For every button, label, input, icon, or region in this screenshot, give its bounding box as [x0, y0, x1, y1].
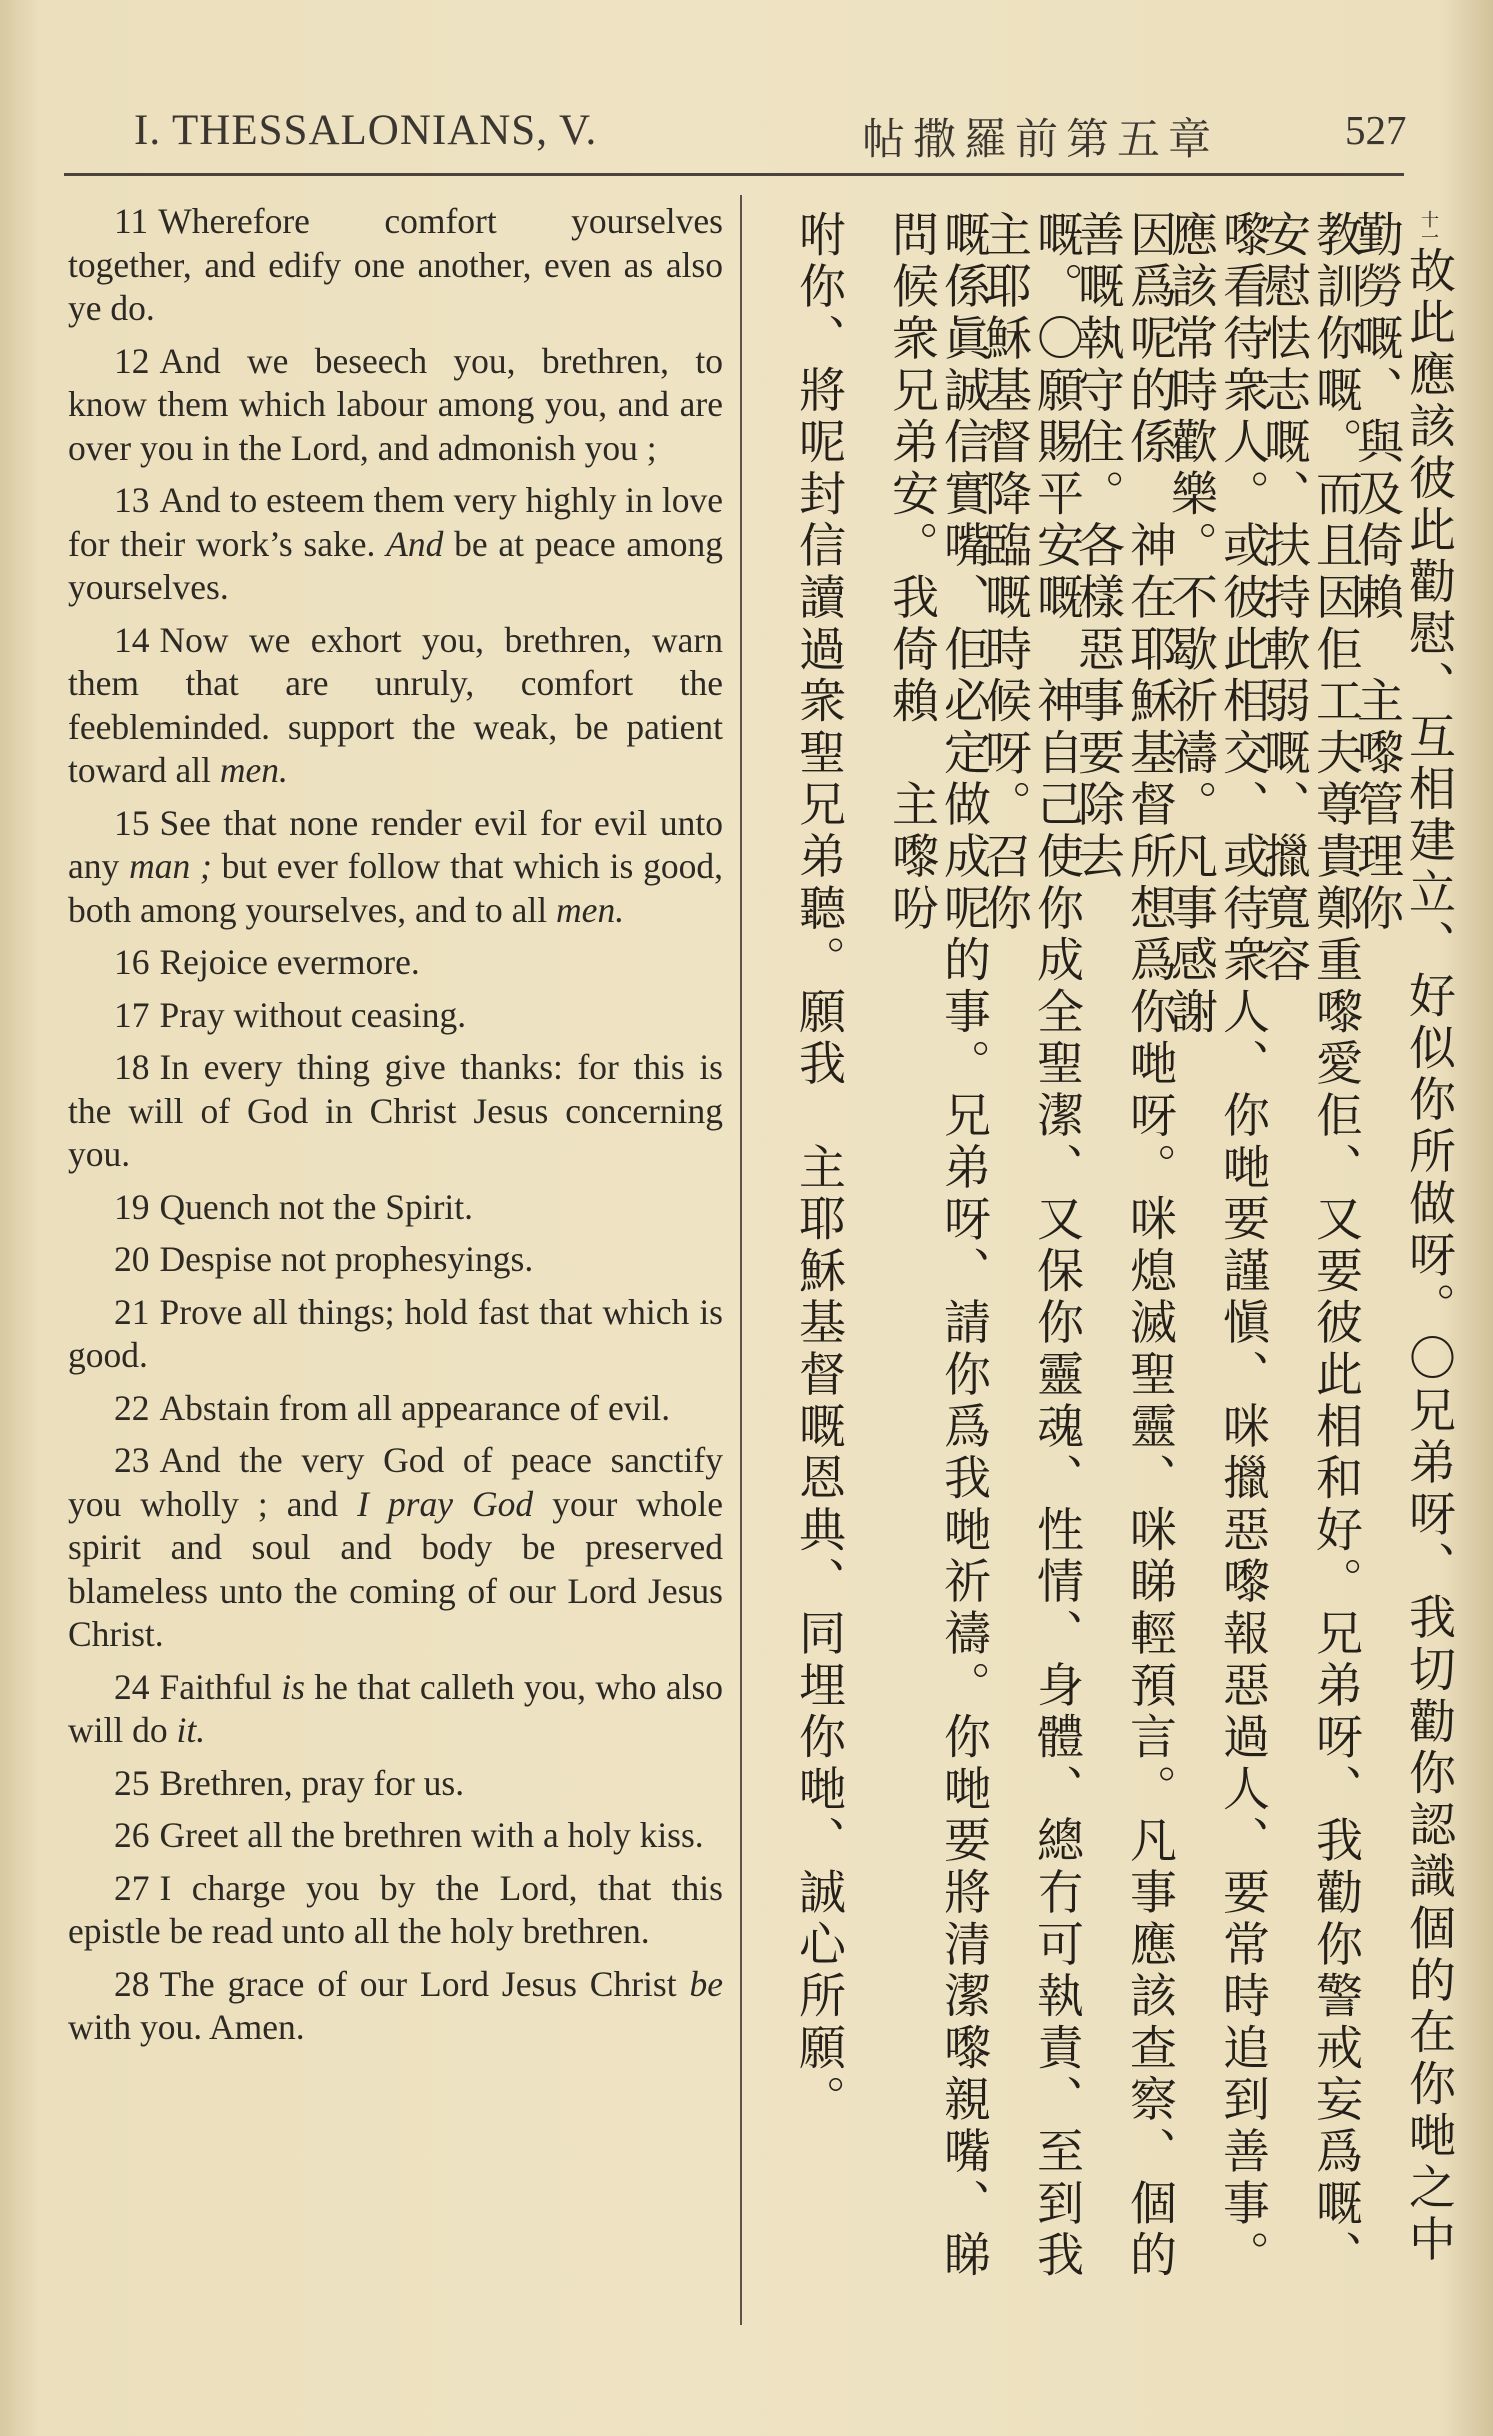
chinese-columns: [770, 210, 1456, 2334]
chinese-column-4: 因爲呢的係 神在耶穌基督所想爲你哋呀。咪熄滅聖靈、咪睇輕預言。凡事應該查察、個的善嘅執守住。各樣惡事要除去: [1070, 210, 1177, 2282]
chinese-column-3: 嚟看待衆人。或彼此相交、或待衆人、你哋要謹愼、咪擸惡嚟報惡過人、要常時追到善事。應該常時歡樂。不歇祈禱。凡事感謝: [1163, 210, 1270, 2282]
verse-18: 18 In every thing give thanks: for this is the will of God in Christ Jesus concerning you.: [68, 1047, 723, 1174]
verse-20: 20 Despise not prophesyings.: [114, 1239, 534, 1279]
verse-17: 17 Pray without ceasing.: [114, 994, 467, 1035]
chinese-column-6: 嘅係眞誠信實嘴、佢必定做成呢的事。兄弟呀、請你爲我哋祈禱。你哋要將清潔嚟親嘴、睇問候衆兄弟安。我倚賴 主嚟吩: [884, 210, 991, 2282]
verse-28: 28 The grace of our Lord Jesus Christ be with you. Amen.: [68, 1963, 723, 2047]
page-number: 527: [1345, 107, 1407, 153]
verse-25: 25 Brethren, pray for us.: [114, 1762, 465, 1803]
verse-11: 11 Wherefore comfort yourselves together, and edify one another, even as also ye do.: [68, 201, 723, 328]
verse-14: 14 Now we exhort you, brethren, warn them that are unruly, comfort the feebleminded. support the weak, be patient toward all men.: [68, 619, 723, 790]
page-header: [70, 98, 1410, 165]
running-head-english: I. THESSALONIANS, V.: [134, 107, 598, 154]
chinese-column-5: 嘅。〇願賜平安嘅 神自己使你成全聖潔、又保你靈魂、性情、身體、總冇可執責、至到我 主耶穌基督降臨嘅時候呀。召你: [977, 210, 1084, 2334]
running-head-chinese: 帖撒羅前第五章: [862, 115, 1219, 165]
verse-26: 26 Greet all the brethren with a holy kiss.: [114, 1815, 704, 1855]
column-divider: [740, 195, 742, 2325]
english-column: [68, 200, 723, 2059]
verse-23: 23 And the very God of peace sanctify you wholly ; and I pray God your whole spirit and soul and body be preserved blameless unto the coming of our Lord Jesus Christ.: [68, 1440, 724, 1654]
verse-21: 21 Prove all things; hold fast that which is good.: [68, 1291, 723, 1375]
chinese-column-1: $^{十一}$故此應該彼此勸慰、互相建立、好似你所做呀。〇兄弟呀、我切勸你認識個的在你哋之中勤勞嘅、與及倚賴 主嚟管理你: [1349, 210, 1456, 2267]
header-rule: [64, 173, 1404, 176]
verse-15: 15 See that none render evil for evil unto any man ; but ever follow that which is good, both among yourselves, and to all men.: [68, 802, 724, 930]
verse-24: 24 Faithful is he that calleth you, who also will do it.: [68, 1666, 724, 1750]
verse-27: 27 I charge you by the Lord, that this epistle be read unto all the holy brethren.: [68, 1867, 723, 1951]
verse-22: 22 Abstain from all appearance of evil.: [114, 1387, 671, 1428]
verse-16: 16 Rejoice evermore.: [114, 942, 420, 982]
verse-12: 12 And we beseech you, brethren, to know them which labour among you, and are over you in the Lord, and admonish you ;: [68, 340, 723, 468]
verse-13: 13 And to esteem them very highly in love for their work’s sake. And be at peace among yourselves.: [68, 480, 724, 607]
chinese-column-7: 咐你、將呢封信讀過衆聖兄弟聽。願我 主耶穌基督嘅恩典、同埋你哋、誠心所願。: [791, 210, 846, 2127]
verse-19: 19 Quench not the Spirit.: [114, 1186, 474, 1227]
chinese-column-2: 教訓你嘅。而且因佢工夫尊貴鄭重嚟愛佢、又要彼此相和好。兄弟呀、我勸你警戒妄爲嘅、安慰怯志嘅、扶持軟弱嘅、擸寬容: [1256, 210, 1363, 2282]
